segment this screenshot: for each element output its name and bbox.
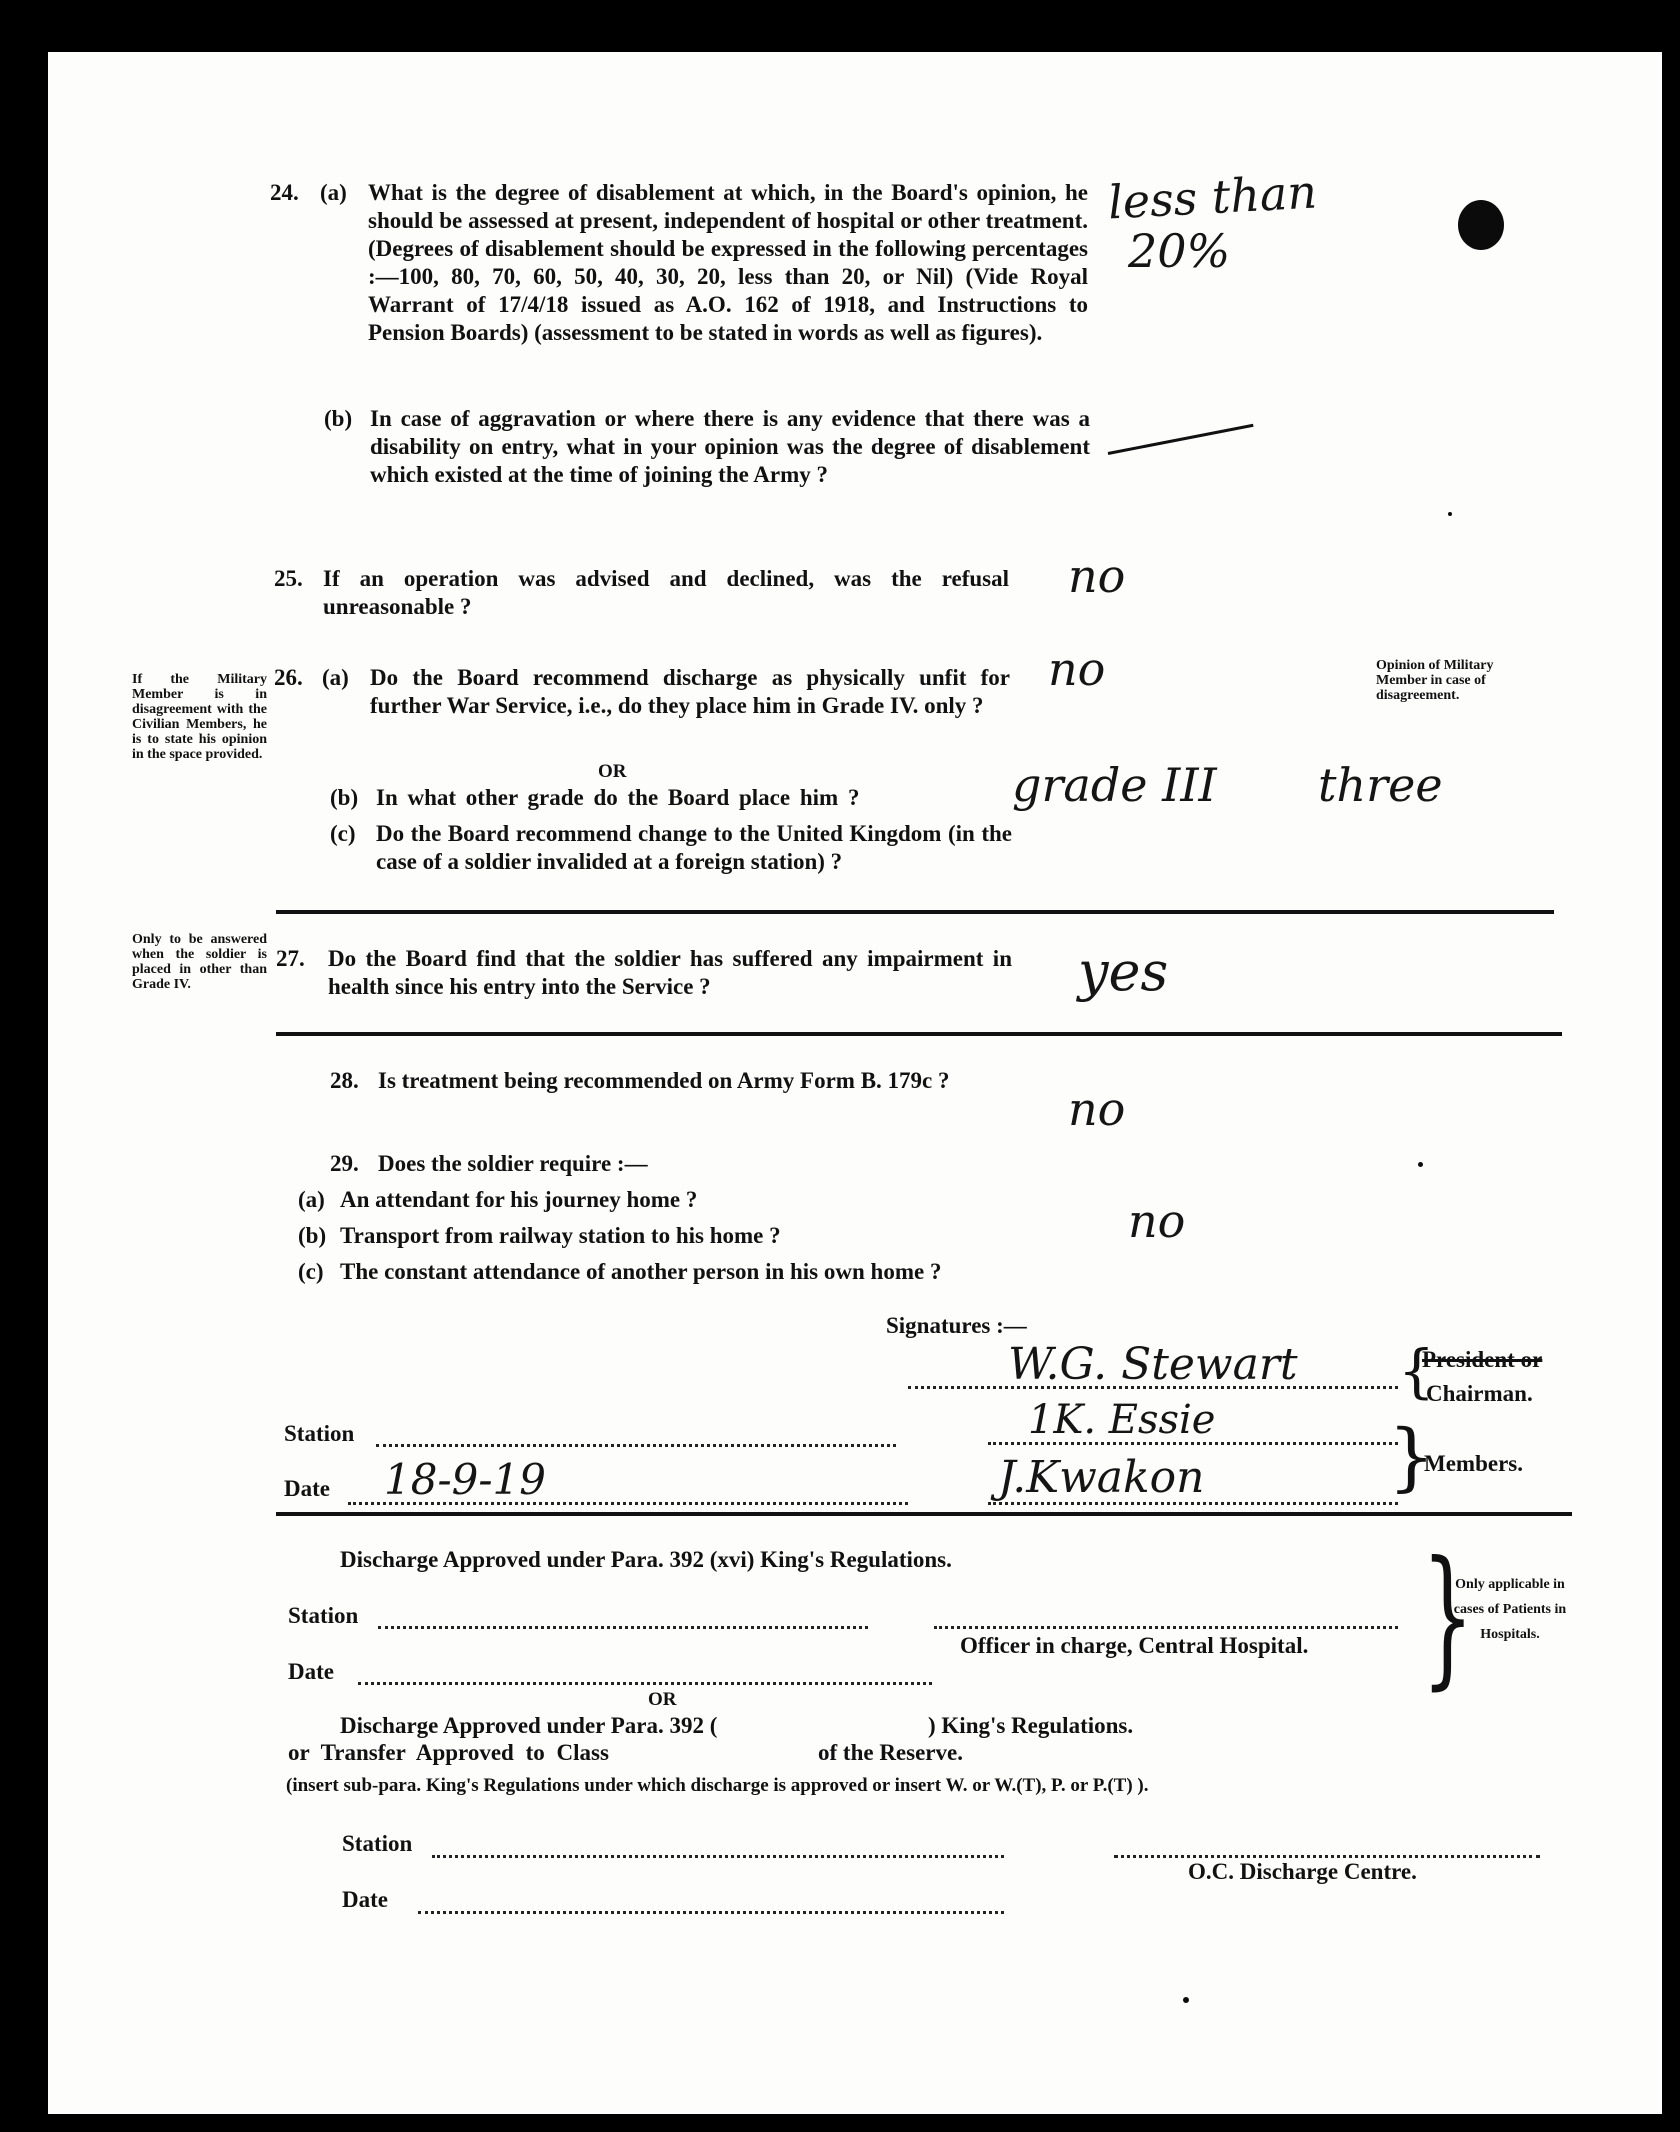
q26-a-mark: (a): [322, 665, 349, 690]
q26-c-mark: (c): [330, 821, 356, 846]
q24-b-text: In case of aggravation or where there is any evidence that there was a disability on entry, what in your opinion was the degree of disablement which existed at the time of joining the Army ?: [370, 406, 1090, 487]
oc-label: O.C. Discharge Centre.: [1188, 1859, 1417, 1884]
q28-text: Is treatment being recommended on Army Form B. 179c ?: [378, 1068, 950, 1093]
q29-a-mark: (a): [298, 1187, 325, 1212]
q29-c-mark: (c): [298, 1259, 324, 1284]
q26-b-text: In what other grade do the Board place him ?: [376, 785, 860, 810]
discharge-2-station-line: [432, 1855, 1004, 1858]
q25-text: If an operation was advised and declined, was the refusal unreasonable ?: [323, 566, 1009, 619]
station-dotted-line: [376, 1444, 896, 1447]
discharge-1-station-line: [378, 1626, 868, 1629]
president-or-struck: President or: [1422, 1347, 1543, 1372]
q26-or: OR: [598, 761, 627, 782]
q29-c-text: The constant attendance of another person in his own home ?: [340, 1259, 942, 1284]
transfer-label-a: or Transfer Approved to Class: [288, 1740, 609, 1765]
discharge-2-title-b: ) King's Regulations.: [928, 1713, 1134, 1738]
q27-text: Do the Board find that the soldier has suffered any impairment in health since his entry into the Service ?: [328, 946, 1012, 999]
chairman-label: Chairman.: [1426, 1381, 1533, 1406]
q24-a-answer-line2: 20%: [1128, 224, 1231, 278]
divider-rule: [276, 1032, 1562, 1036]
q26-a-answer: no: [1048, 642, 1106, 696]
discharge-1-date-label: Date: [288, 1659, 334, 1684]
president-signature: W.G. Stewart: [1008, 1339, 1298, 1390]
discharge-1-station-label: Station: [288, 1603, 359, 1628]
members-label: Members.: [1424, 1451, 1523, 1476]
q25-number: 25.: [274, 566, 303, 591]
q26-a-text: Do the Board recommend discharge as physically unfit for further War Service, i.e., do they place him in Grade IV. only ?: [370, 665, 1010, 718]
q26-side-note: If the Military Member is in disagreement with the Civilian Members, he is to state his opinion in the space provided.: [132, 672, 267, 762]
q29-text: Does the soldier require :—: [378, 1151, 648, 1176]
q29-answer: no: [1128, 1194, 1186, 1248]
q26-right-note: Opinion of Military Member in case of disagreement.: [1376, 658, 1494, 703]
discharge-2-or: OR: [648, 1689, 677, 1710]
officer-label: Officer in charge, Central Hospital.: [960, 1633, 1309, 1658]
speck: [1418, 1162, 1423, 1167]
q29-b-text: Transport from railway station to his home ?: [340, 1223, 781, 1248]
member-1-signature: 1K. Essie: [1028, 1397, 1216, 1443]
form-page: [48, 52, 1662, 2114]
hospital-note: Only applicable in cases of Patients in Hospitals.: [1453, 1577, 1567, 1642]
q26-b-mark: (b): [330, 785, 359, 810]
q29-a-text: An attendant for his journey home ?: [340, 1187, 698, 1212]
discharge-2-station-label: Station: [342, 1831, 413, 1856]
q28-answer: no: [1068, 1082, 1126, 1136]
divider-rule: [276, 1512, 1572, 1516]
q24-number: 24.: [270, 180, 299, 205]
q26-c-text: Do the Board recommend change to the United Kingdom (in the case of a soldier invalided at a foreign station) ?: [376, 821, 1012, 874]
speck: [1448, 512, 1452, 516]
signatures-heading: Signatures :—: [886, 1313, 1027, 1338]
q27-answer: yes: [1078, 940, 1169, 1003]
discharge-2-date-label: Date: [342, 1887, 388, 1912]
q26-b-answer-grade: grade III: [1012, 758, 1217, 812]
discharge-1-title: Discharge Approved under Para. 392 (xvi) King's Regulations.: [340, 1547, 952, 1572]
q27-number: 27.: [276, 946, 305, 971]
discharge-2-date-line: [418, 1911, 1004, 1914]
insert-note: (insert sub-para. King's Regulations under which discharge is approved or insert W. or W.(T), P. or P.(T) ).: [286, 1775, 1149, 1796]
q26-number: 26.: [274, 665, 303, 690]
station-label: Station: [284, 1421, 355, 1446]
q27-side-note: Only to be answered when the soldier is placed in other than Grade IV.: [132, 932, 267, 992]
q29-b-mark: (b): [298, 1223, 327, 1248]
officer-signature-line: [934, 1626, 1398, 1629]
q24-a-answer-line1: less than: [1106, 164, 1319, 230]
date-label: Date: [284, 1476, 330, 1501]
q24-b-dash-answer: [1108, 424, 1254, 455]
q25-answer: no: [1068, 549, 1126, 603]
speck: [1183, 1997, 1189, 2003]
q24-a-mark: (a): [320, 180, 347, 205]
q26-b-answer-words: three: [1318, 758, 1443, 812]
q28-number: 28.: [330, 1068, 359, 1093]
hospital-brace: }: [1421, 1530, 1474, 1704]
transfer-label-b: of the Reserve.: [818, 1740, 963, 1765]
divider-rule: [276, 910, 1554, 914]
ink-blot: [1458, 200, 1504, 250]
discharge-2-title-a: Discharge Approved under Para. 392 (: [340, 1713, 718, 1738]
q29-number: 29.: [330, 1151, 359, 1176]
q24-b-mark: (b): [324, 406, 353, 431]
date-value: 18-9-19: [384, 1455, 546, 1504]
members-brace: }: [1388, 1414, 1436, 1500]
q24-a-text: What is the degree of disablement at which, in the Board's opinion, he should be assessed at present, independent of hospital or other treatment. (Degrees of disablement should be expressed in the following percentages :—100, 80, 70, 60, 50, 40, 30, 20, less than 20, or Nil) (Vide Royal Warrant of 17/4/18 issued as A.O. 162 of 1918, and Instructions to Pension Boards) (assessment to be stated in words as well as figures).: [368, 180, 1088, 345]
discharge-1-date-line: [358, 1682, 932, 1685]
member-2-signature: J.Kwakon: [998, 1452, 1205, 1503]
chairman-brace: {: [1398, 1337, 1435, 1405]
